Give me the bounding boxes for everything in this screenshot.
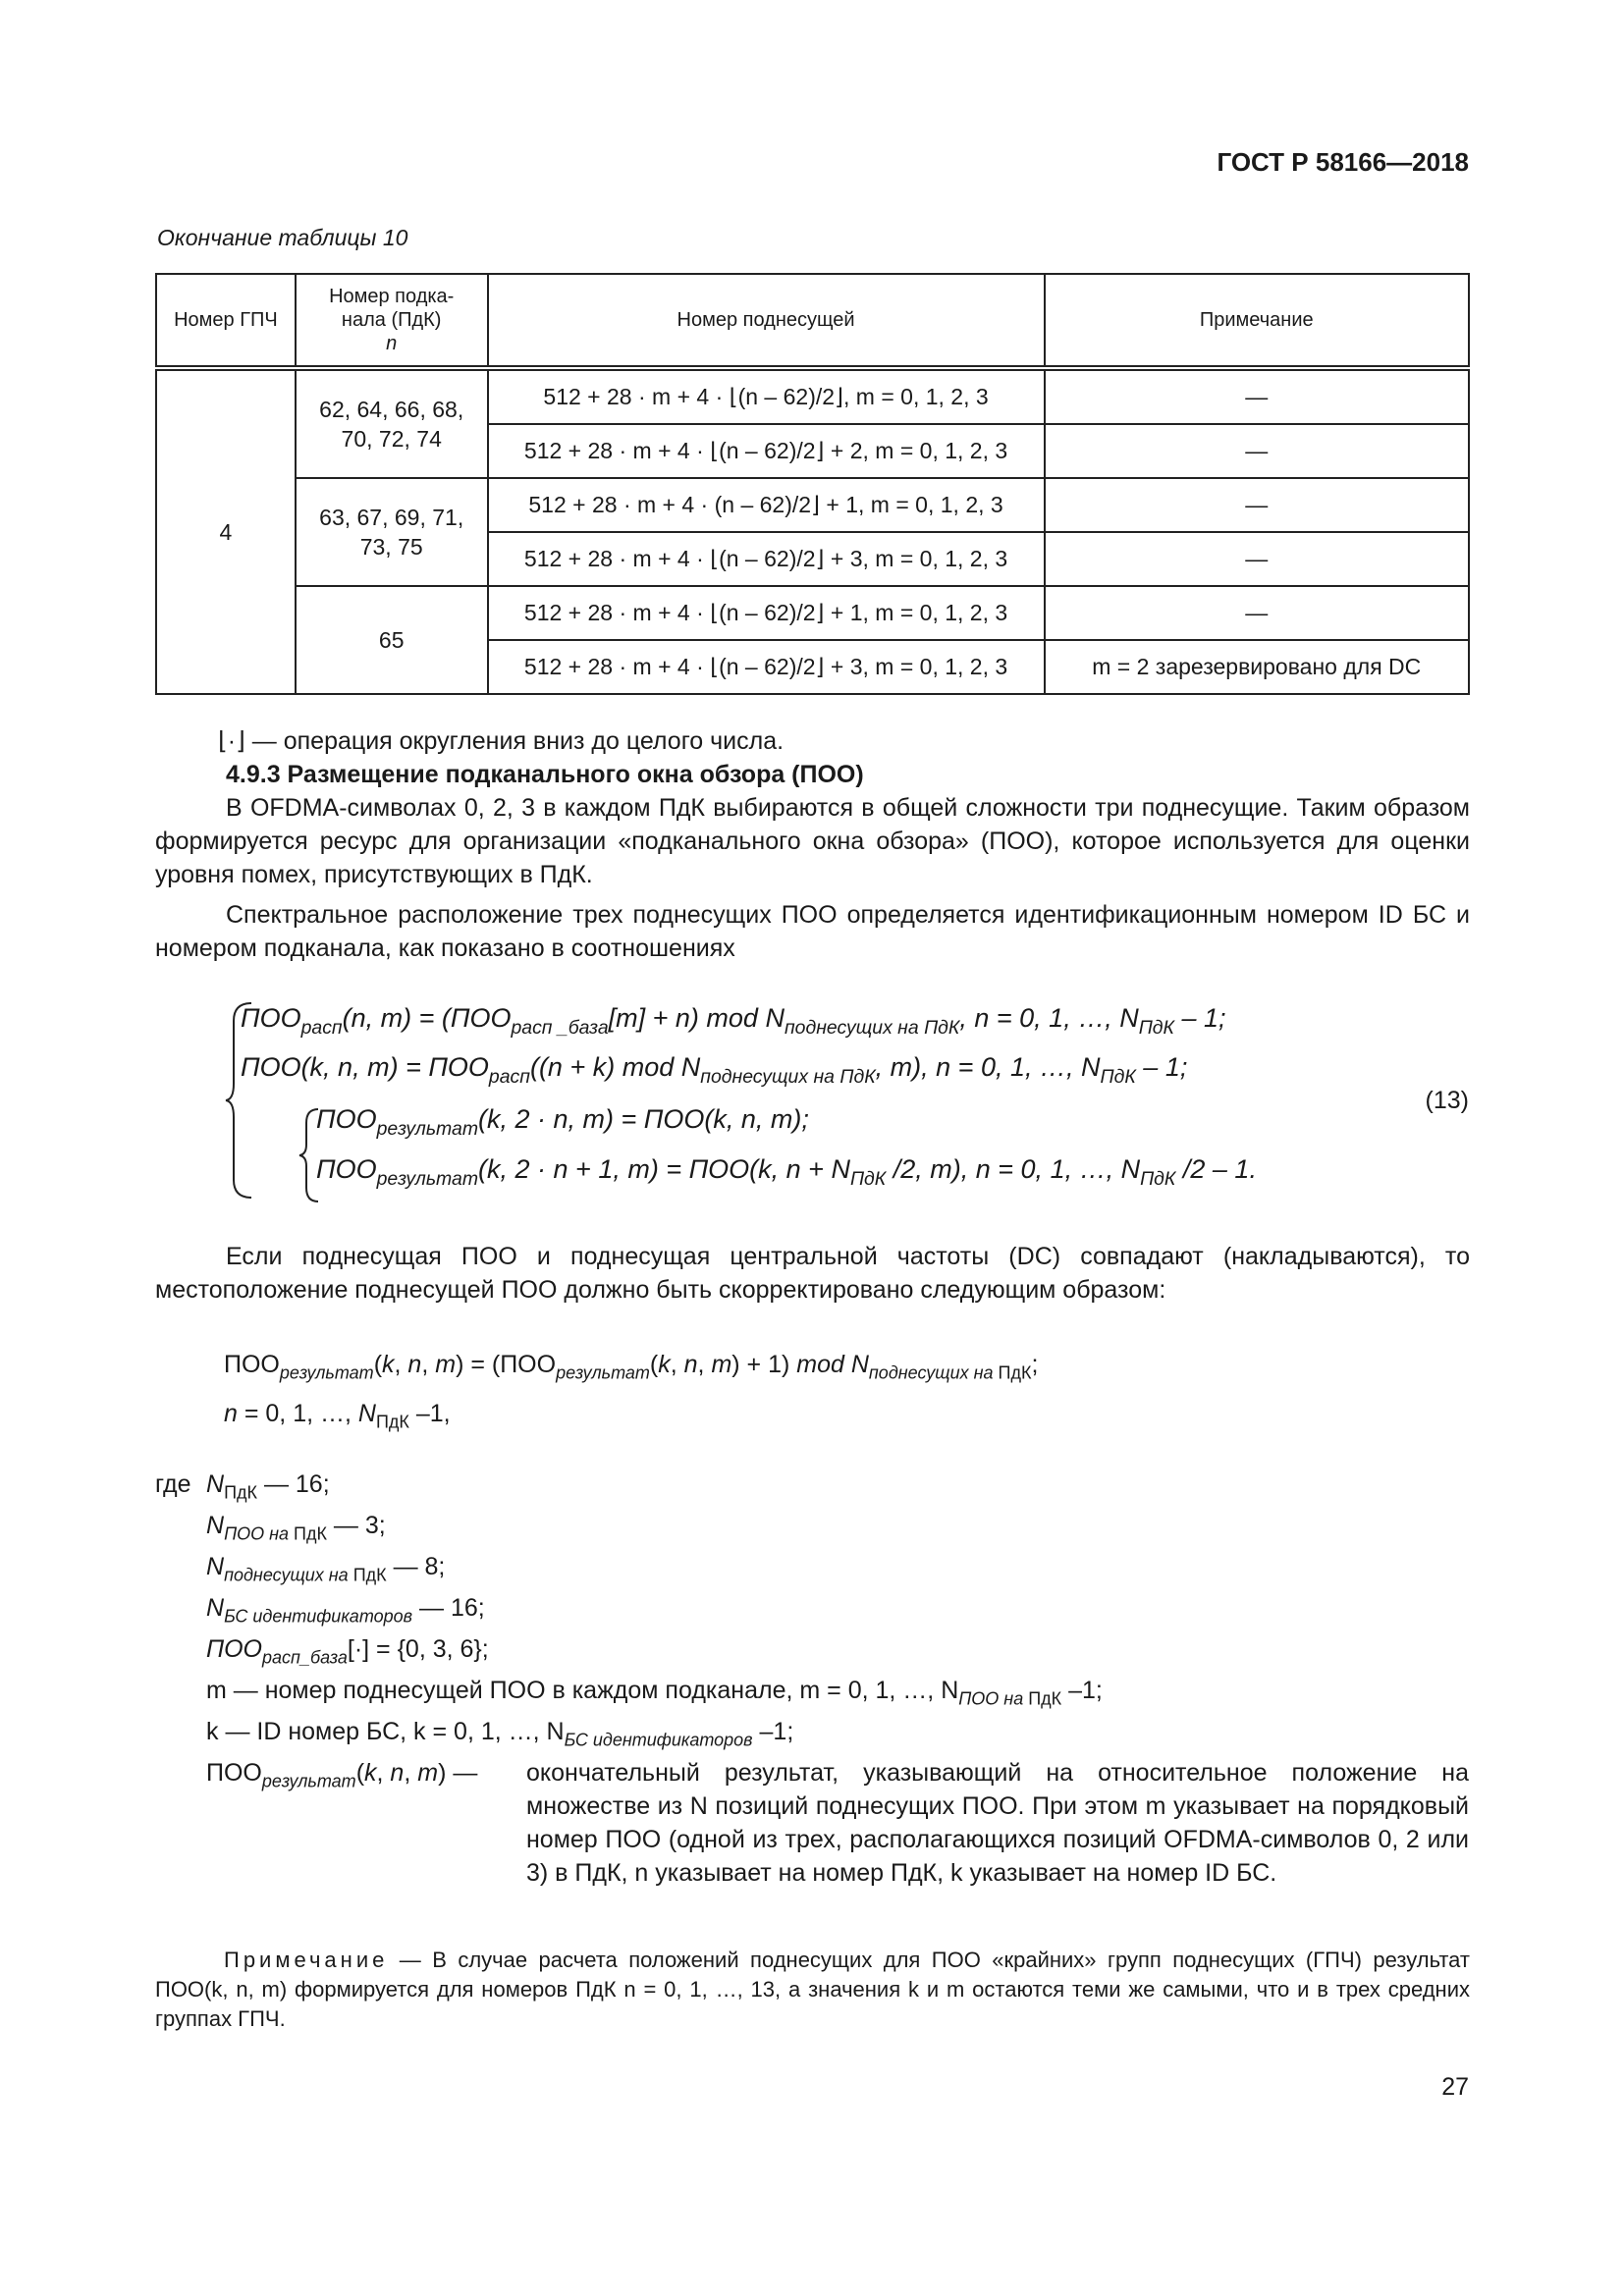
- table-row: [156, 368, 1469, 424]
- def-nsub: $N_{поднесущих на ПдК}$ — 8;: [206, 1553, 446, 1585]
- table-10: [155, 273, 1470, 695]
- def-nbs: $N_{БС идентификаторов}$ — 16;: [206, 1594, 485, 1627]
- def-result-term: $ПОО_{результат}(k$, n, m) —: [206, 1759, 478, 1791]
- paragraph-3: Если поднесущая ПОО и поднесущая центральной частоты (DC) совпадают (накладываются), то местоположение поднесущей ПОО должно быть скорректировано следующим образом:: [155, 1243, 1470, 1304]
- table-header-row: [156, 274, 1469, 368]
- note-cell: —: [1045, 478, 1469, 532]
- def-m: m — номер поднесущей ПОО в каждом подканале, m = 0, 1, …, $N_{ПОО на ПдК}$ –1;: [206, 1677, 1103, 1709]
- equation-number: (13): [1425, 1087, 1469, 1114]
- note-paragraph: [155, 1946, 1470, 2034]
- def-nbs-text: — 16;: [419, 1594, 485, 1622]
- header-subcarrier: Номер поднесущей: [488, 274, 1045, 368]
- def-k: k — ID номер БС, k = 0, 1, …, $N_{БС идентификаторов}$ –1;: [206, 1718, 794, 1750]
- correction-formula-1: $ПОО_{результат}(k$, n, $m) = (ПОО_{результат}(k$, n, m) + 1) mod $N_{поднесущих на ПдК}$;: [224, 1351, 1039, 1383]
- floor-note: ⌊·⌋ — операция округления вниз до целого числа.: [218, 727, 785, 755]
- def-base-text: [·] = {0, 3, 6};: [347, 1635, 489, 1663]
- def-npoo: $N_{ПОО на ПдК}$ — 3;: [206, 1512, 386, 1544]
- header-subchannel-l2: нала (ПдК): [341, 309, 442, 331]
- note-label: Примечание: [224, 1948, 389, 1972]
- where-label: где: [155, 1470, 191, 1498]
- def-npdk: $N_{ПдК}$ — 16;: [206, 1470, 330, 1503]
- def-k-text: k — ID номер БС, k = 0, 1, …, N: [206, 1718, 565, 1745]
- note-text: — В случае расчета положений поднесущих для ПОО «крайних» групп поднесущих (ГПЧ) результат ПОО(k, n, m) формируется для номеров ПдК n = 0, 1, …, 13, а значения k и m остаются теми же самыми, что и в трех средних группах ГПЧ.: [155, 1948, 1470, 2031]
- formula-line-3: $ПОО_{результат}(k$, 2 · n, m) = ПОО(k, n, m);: [316, 1104, 809, 1140]
- formula-cell: 512 + 28 · m + 4 · ⌊(n – 62)/2⌋ + 3, m = 0, 1, 2, 3: [488, 532, 1045, 586]
- def-npdk-text: — 16;: [263, 1470, 330, 1498]
- table-row: [156, 478, 1469, 532]
- header-subchannel-l3: n: [386, 333, 398, 354]
- formula-line-2: ПОО(k, n, $m) = ПОО_{расп}((n + k)$ mod $N_{поднесущих на ПдК}$, m), n = 0, 1, …, $N_{ПдК} - 1$;: [241, 1052, 1188, 1088]
- note-cell: —: [1045, 586, 1469, 640]
- def-result-text: окончательный результат, указывающий на относительное положение на множестве из N позиций поднесущих ПОО. При этом m указывает на порядковый номер ПОО (одной из трех, располагающихся позиций OFDMA-символов 0, 2 или 3) в ПдК, n указывает на номер ПдК, k указывает на номер ID БС.: [526, 1759, 1469, 1887]
- formula-cell: 512 + 28 · m + 4 · ⌊(n – 62)/2⌋ + 3, m = 0, 1, 2, 3: [488, 640, 1045, 694]
- formula-cell: 512 + 28 · m + 4 · ⌊(n – 62)/2⌋ + 1, m = 0, 1, 2, 3: [488, 586, 1045, 640]
- subchannels-cell: 65: [296, 586, 488, 694]
- paragraph-1: В OFDMA-символах 0, 2, 3 в каждом ПдК выбираются в общей сложности три поднесущие. Таким образом формируется ресурс для организации «подканального окна обзора» (ПОО), которое используется для оценки уровня помех, присутствующих в ПдК.: [155, 794, 1470, 888]
- correction-formula-2: n = 0, 1, …, $N_{ПдК}$ –1,: [224, 1400, 451, 1432]
- header-subchannel: [296, 274, 488, 368]
- subchannels-cell: 63, 67, 69, 71, 73, 75: [296, 478, 488, 586]
- def-nsub-text: — 8;: [393, 1553, 446, 1580]
- note-cell: m = 2 зарезервировано для DC: [1045, 640, 1469, 694]
- header-gpch: Номер ГПЧ: [156, 274, 296, 368]
- formula-cell: 512 + 28 · m + 4 · (n – 62)/2⌋ + 1, m = 0, 1, 2, 3: [488, 478, 1045, 532]
- formula-line-4: $ПОО_{результат}(k$, 2 · n + 1, m) = ПОО(k, $n + N_{ПдК}$ /2, m), n = 0, 1, …, $N_{ПдК}$ /2 – 1.: [316, 1154, 1257, 1190]
- subchannels-cell: 62, 64, 66, 68, 70, 72, 74: [296, 368, 488, 478]
- header-note: Примечание: [1045, 274, 1469, 368]
- table-row: [156, 586, 1469, 640]
- def-npoo-text: — 3;: [333, 1512, 386, 1539]
- header-subchannel-l1: Номер подка-: [329, 286, 455, 307]
- note-cell: —: [1045, 532, 1469, 586]
- section-heading: 4.9.3 Размещение подканального окна обзора (ПОО): [226, 761, 864, 788]
- formula-cell: 512 + 28 · m + 4 · ⌊(n – 62)/2⌋ + 2, m = 0, 1, 2, 3: [488, 424, 1045, 478]
- gpch-cell: 4: [156, 368, 296, 694]
- table-caption: Окончание таблицы 10: [157, 225, 408, 250]
- formula-line-1: $ПОО_{расп}(n$, $m) = (ПОО_{расп \_база}[m] + n)$ mod $N_{поднесущих на ПдК}$, n = 0, 1, …, $N_{ПдК} - 1$;: [241, 1003, 1226, 1039]
- page-number: 27: [1441, 2073, 1469, 2101]
- def-base: $ПОО_{расп\_база}[\cdot] = \{0$, 3, 6};: [206, 1635, 489, 1668]
- formula-cell: 512 + 28 · m + 4 · ⌊(n – 62)/2⌋, m = 0, 1, 2, 3: [488, 368, 1045, 424]
- standard-number: ГОСТ Р 58166—2018: [1217, 147, 1469, 177]
- note-cell: —: [1045, 424, 1469, 478]
- paragraph-2: Спектральное расположение трех поднесущих ПОО определяется идентификационным номером ID БС и номером подканала, как показано в соотношениях: [155, 901, 1470, 962]
- note-cell: —: [1045, 368, 1469, 424]
- def-m-text: m — номер поднесущей ПОО в каждом подканале, m = 0, 1, …, N: [206, 1677, 959, 1704]
